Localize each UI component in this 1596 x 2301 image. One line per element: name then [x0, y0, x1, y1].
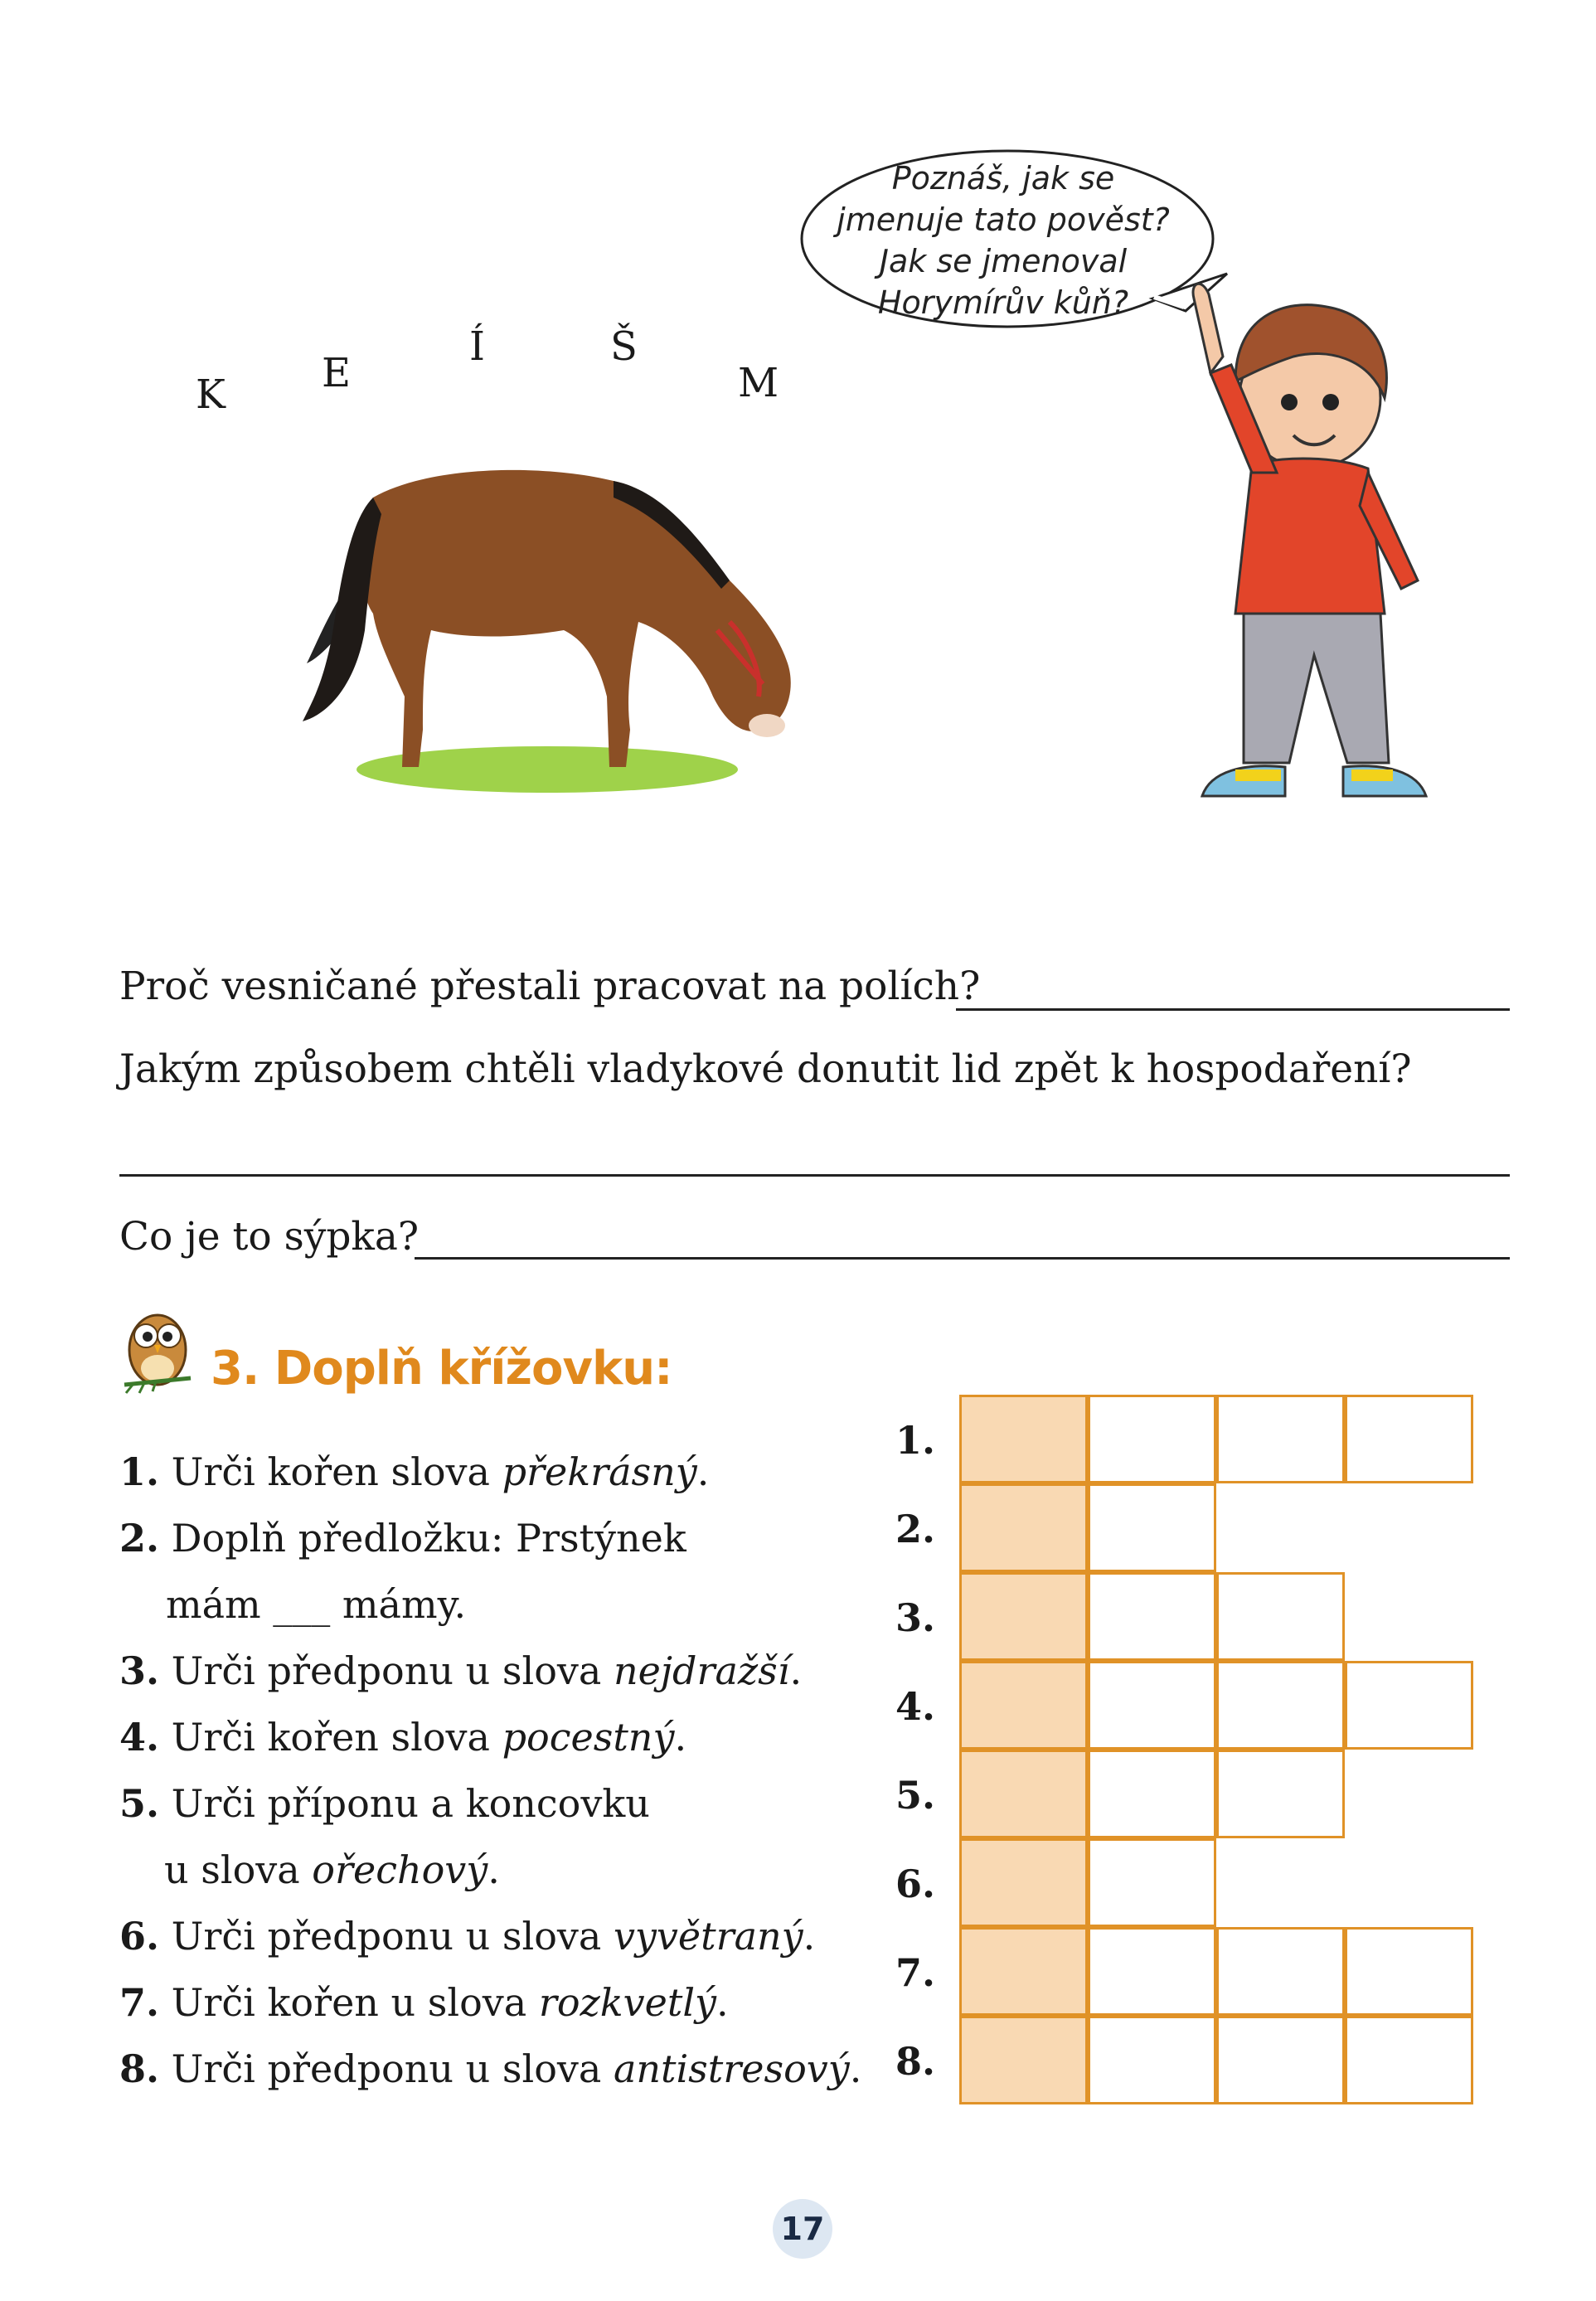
crossword-row-label: 6.: [895, 1862, 936, 1906]
task-text: Urči kořen slova: [171, 1449, 502, 1494]
crossword-cell[interactable]: [1088, 1750, 1216, 1838]
bubble-line-3: Jak se jmenoval: [879, 243, 1128, 279]
task-number: 7.: [119, 1980, 160, 2025]
task-word: nejdražší: [613, 1648, 790, 1693]
task-number: 3.: [119, 1648, 160, 1693]
crossword-cell[interactable]: [1216, 2016, 1345, 2104]
task-4: [119, 1715, 686, 1760]
task-end: .: [789, 1648, 803, 1693]
bubble-line-2: jmenuje tato pověst?: [837, 201, 1170, 238]
task-text: Urči předponu u slova: [171, 1648, 614, 1693]
task-word: rozkvetlý: [538, 1980, 717, 2025]
crossword-cell[interactable]: [1216, 1661, 1345, 1750]
task-text: Urči kořen u slova: [171, 1980, 539, 2025]
crossword-cell[interactable]: [1216, 1750, 1345, 1838]
task-number: 2.: [119, 1516, 160, 1561]
crossword-key-cell[interactable]: [959, 1927, 1088, 2016]
task-word: překrásný: [502, 1449, 697, 1494]
task-6: [119, 1914, 815, 1959]
crossword-key-cell[interactable]: [959, 1750, 1088, 1838]
page-number: 17: [773, 2199, 832, 2259]
task-text: u slova: [164, 1847, 313, 1892]
task-word: ořechový: [312, 1847, 488, 1892]
question-1: Proč vesničané přestali pracovat na polích?: [119, 964, 981, 1009]
task-text: Urči předponu u slova: [171, 1914, 614, 1959]
task-end: .: [803, 1914, 816, 1959]
crossword-cell[interactable]: [1216, 1395, 1345, 1483]
task-word: antistresový: [613, 2046, 850, 2091]
crossword-key-cell[interactable]: [959, 1395, 1088, 1483]
task-text: Urči předponu u slova: [171, 2046, 614, 2091]
letter-s: Š: [610, 323, 638, 370]
owl-icon: [116, 1299, 199, 1398]
task-number: 5.: [119, 1781, 160, 1826]
crossword-cell[interactable]: [1088, 1927, 1216, 2016]
crossword-key-cell[interactable]: [959, 2016, 1088, 2104]
speech-bubble-text: [813, 158, 1194, 323]
crossword-row-label: 1.: [895, 1418, 936, 1463]
exercise-heading: 3. Doplň křížovku:: [211, 1342, 672, 1396]
task-number: 8.: [119, 2046, 160, 2091]
task-number: 4.: [119, 1715, 160, 1760]
answer-line-2[interactable]: [119, 1174, 1510, 1177]
answer-line-3[interactable]: [415, 1257, 1510, 1260]
crossword-cell[interactable]: [1345, 1395, 1473, 1483]
crossword-cell[interactable]: [1088, 1661, 1216, 1750]
task-7: [119, 1980, 729, 2025]
horse-illustration: [298, 448, 829, 804]
crossword-cell[interactable]: [1216, 1927, 1345, 2016]
task-end: .: [849, 2046, 862, 2091]
question-3: Co je to sýpka?: [119, 1214, 420, 1260]
letter-i: Í: [469, 323, 485, 370]
crossword-cell[interactable]: [1345, 1927, 1473, 2016]
task-end: .: [696, 1449, 710, 1494]
task-5-continued: [164, 1847, 500, 1892]
task-5: [119, 1781, 650, 1826]
crossword-row-label: 3.: [895, 1595, 936, 1640]
task-text: Urči kořen slova: [171, 1715, 502, 1760]
task-2-continued: [166, 1582, 466, 1627]
task-3: [119, 1648, 802, 1693]
crossword-key-cell[interactable]: [959, 1661, 1088, 1750]
task-end: .: [716, 1980, 729, 2025]
answer-line-1[interactable]: [956, 1008, 1510, 1011]
task-end: .: [488, 1847, 500, 1892]
task-text: Urči příponu a koncovku: [171, 1781, 650, 1826]
crossword-row-label: 2.: [895, 1507, 936, 1551]
crossword-key-cell[interactable]: [959, 1572, 1088, 1661]
crossword-row-label: 4.: [895, 1684, 936, 1729]
crossword-key-cell[interactable]: [959, 1838, 1088, 1927]
question-2: Jakým způsobem chtěli vladykové donutit lid zpět k hospodaření?: [119, 1046, 1412, 1092]
crossword-row-label: 5.: [895, 1773, 936, 1818]
task-text: Doplň předložku: Prstýnek: [171, 1516, 686, 1561]
crossword-row-label: 8.: [895, 2039, 936, 2084]
task-1: [119, 1449, 709, 1494]
crossword-cell[interactable]: [1088, 1572, 1216, 1661]
letter-k: K: [196, 371, 226, 418]
crossword-cell[interactable]: [1345, 2016, 1473, 2104]
crossword-key-cell[interactable]: [959, 1483, 1088, 1572]
crossword-cell[interactable]: [1088, 1395, 1216, 1483]
crossword-cell[interactable]: [1088, 2016, 1216, 2104]
crossword-cell[interactable]: [1345, 1661, 1473, 1750]
crossword-cell[interactable]: [1088, 1838, 1216, 1927]
task-8: [119, 2046, 861, 2091]
letter-m: M: [738, 360, 779, 406]
boy-illustration: [1144, 265, 1459, 829]
task-word: pocestný: [502, 1715, 675, 1760]
task-2: [119, 1516, 686, 1561]
crossword-cell[interactable]: [1088, 1483, 1216, 1572]
bubble-line-4: Horymírův kůň?: [877, 284, 1129, 321]
letter-e: E: [322, 350, 352, 396]
crossword-row-label: 7.: [895, 1950, 936, 1995]
crossword-cell[interactable]: [1216, 1572, 1345, 1661]
task-end: .: [674, 1715, 687, 1760]
task-word: vyvětraný: [613, 1914, 803, 1959]
bubble-line-1: Poznáš, jak se: [891, 160, 1115, 197]
task-text: mám ___ mámy.: [166, 1582, 467, 1627]
task-number: 6.: [119, 1914, 160, 1959]
task-number: 1.: [119, 1449, 160, 1494]
